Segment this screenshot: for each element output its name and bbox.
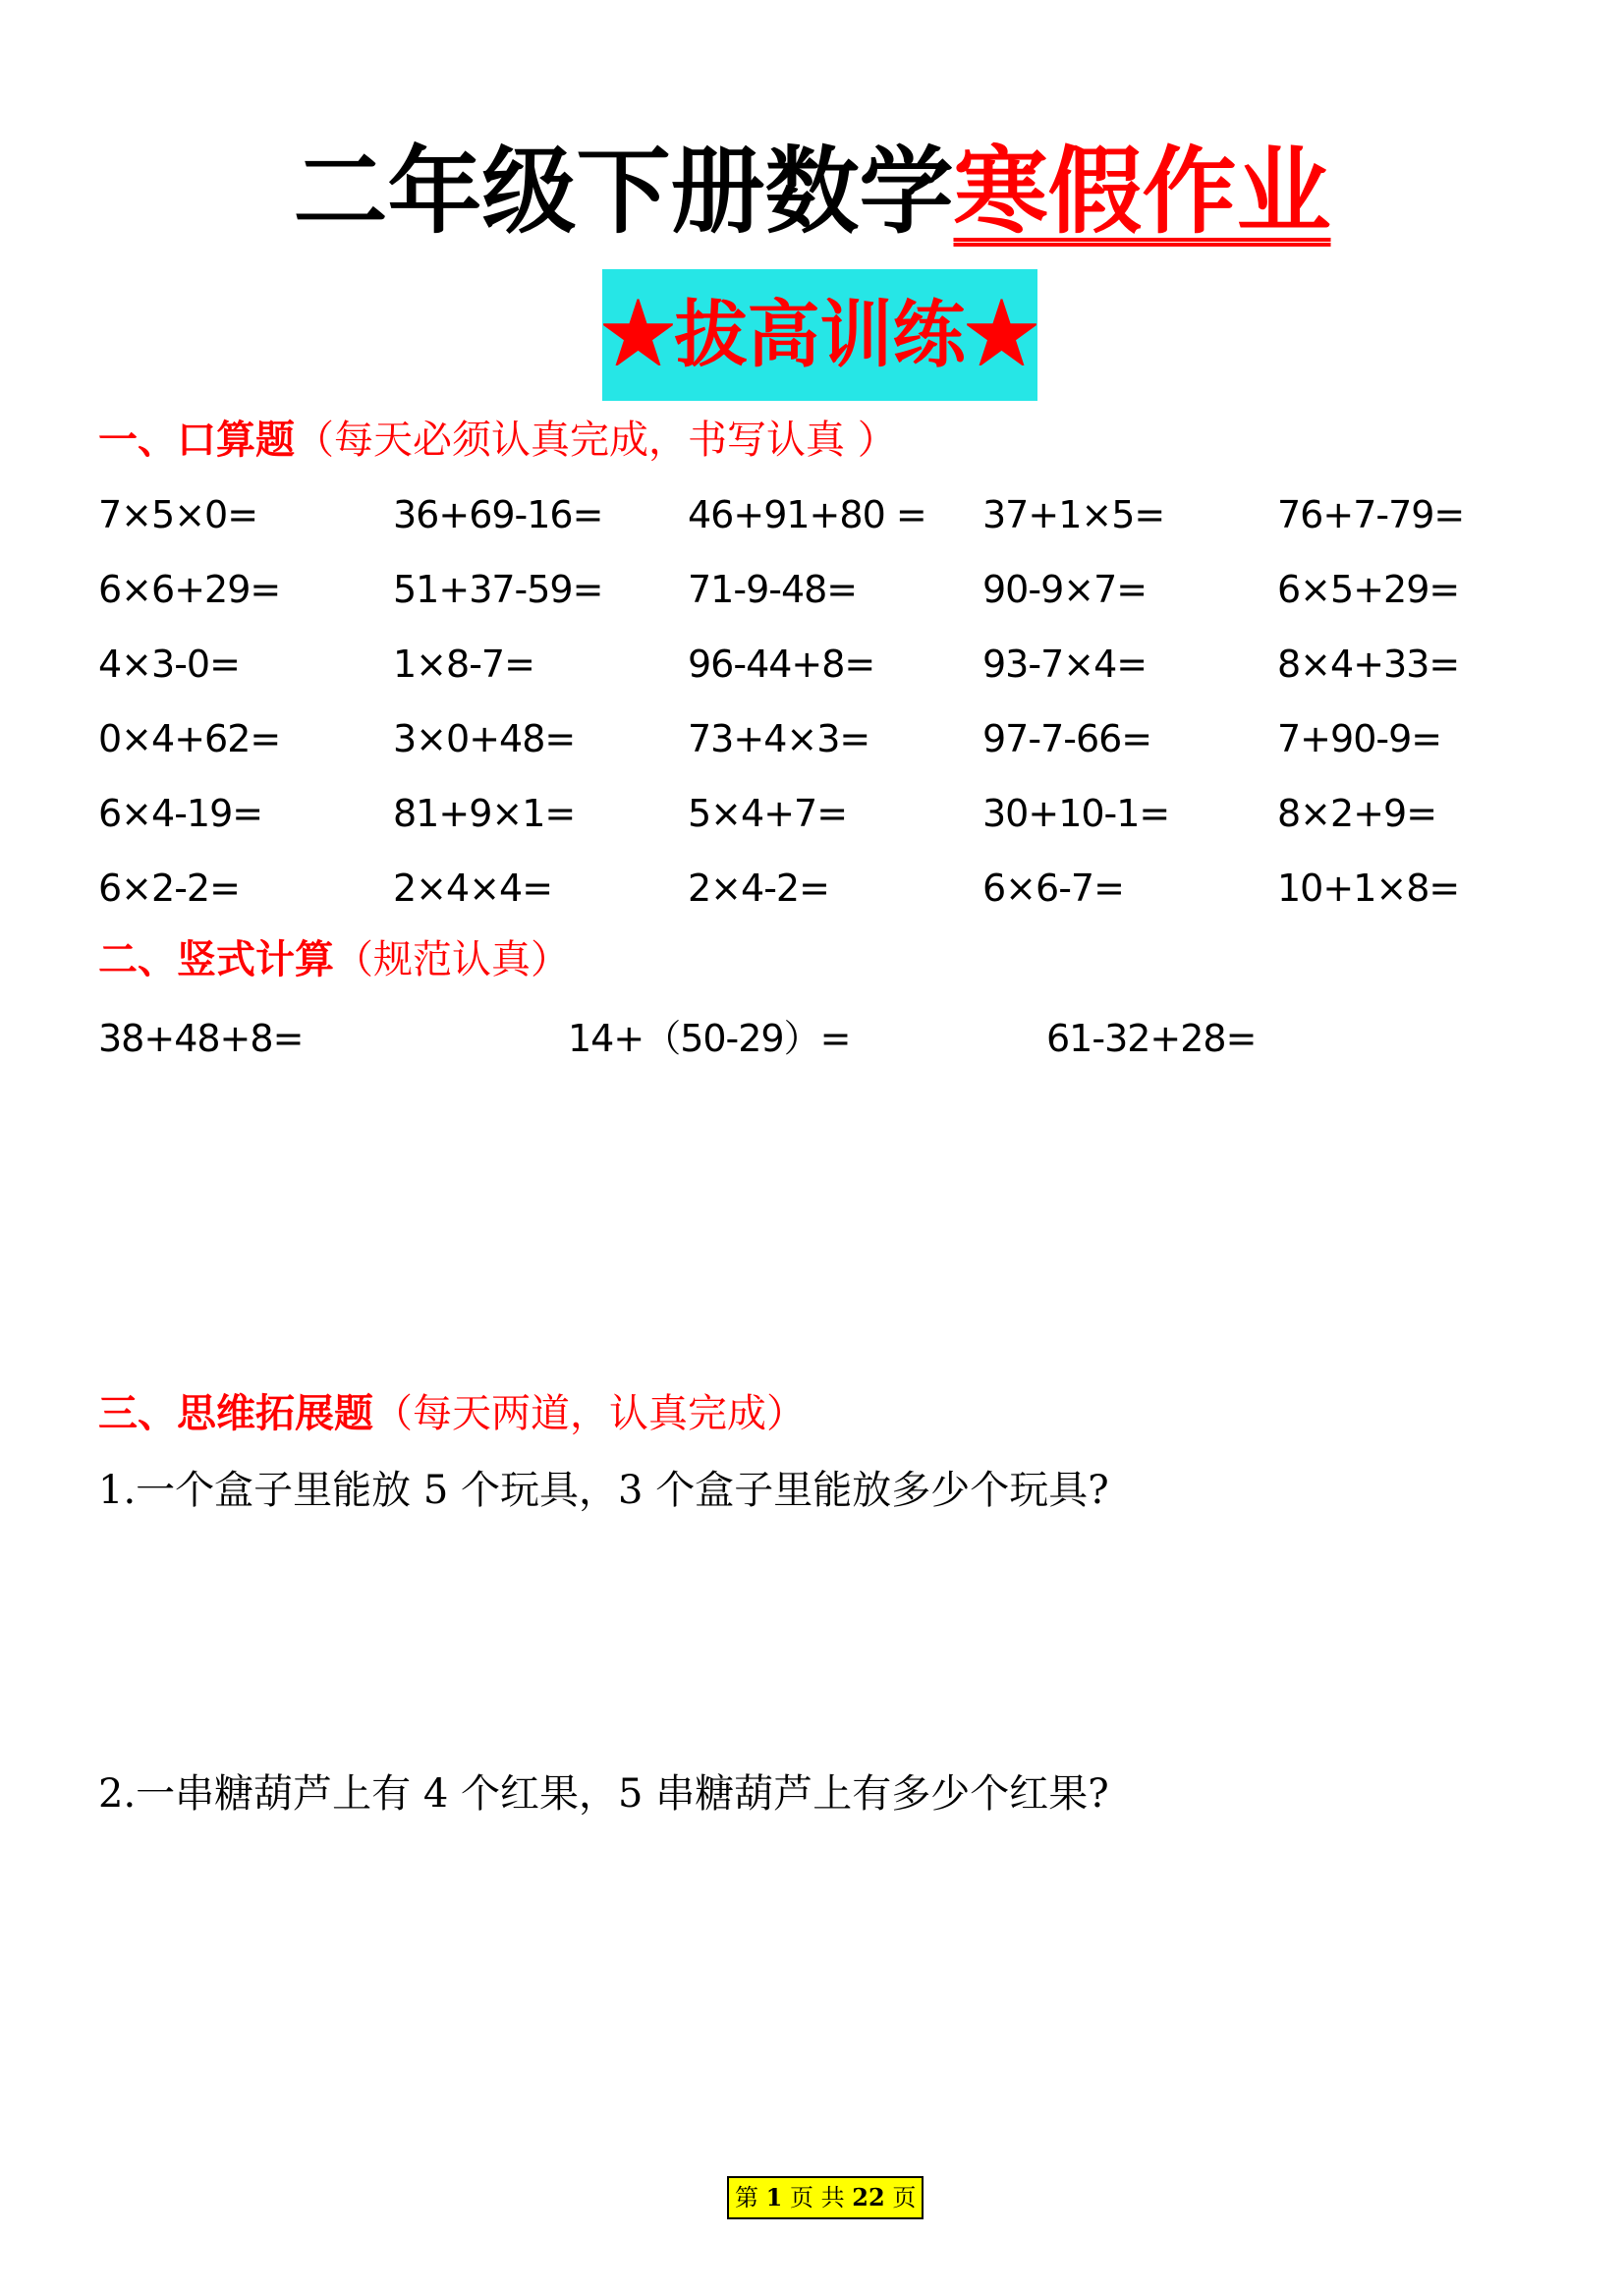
oral-calc-item: 7×5×0= <box>98 493 258 536</box>
section2-heading <box>98 930 570 989</box>
footer-middle: 页 共 <box>789 2184 845 2211</box>
oral-calc-item: 37+1×5= <box>982 493 1165 536</box>
oral-calc-item: 4×3-0= <box>98 643 240 686</box>
footer-suffix: 页 <box>892 2184 917 2211</box>
word-problem: 2.一串糖葫芦上有 4 个红果，5 串糖葫芦上有多少个红果? <box>98 1771 1109 1817</box>
oral-calc-item: 90-9×7= <box>982 568 1148 611</box>
section3-heading <box>98 1384 806 1443</box>
footer-prefix: 第 <box>735 2184 758 2211</box>
vertical-calc-item: 14+（50-29）= <box>568 1017 851 1060</box>
oral-calc-item: 96-44+8= <box>688 643 875 686</box>
oral-calc-item: 2×4-2= <box>688 867 829 910</box>
oral-calc-item: 6×2-2= <box>98 867 240 910</box>
oral-calc-item: 6×4-19= <box>98 792 263 835</box>
section1-heading <box>98 411 897 470</box>
section3-note: （每天两道，认真完成） <box>373 1391 806 1436</box>
footer-total-pages: 22 <box>852 2183 885 2211</box>
oral-calc-item: 10+1×8= <box>1277 867 1460 910</box>
oral-calc-item: 46+91+80 = <box>688 493 926 536</box>
oral-calc-item: 76+7-79= <box>1277 493 1465 536</box>
oral-calc-item: 97-7-66= <box>982 717 1152 760</box>
oral-calc-item: 6×5+29= <box>1277 568 1460 611</box>
oral-calc-item: 6×6+29= <box>98 568 281 611</box>
section2-note: （规范认真） <box>334 937 570 982</box>
oral-calc-item: 0×4+62= <box>98 717 281 760</box>
section1-note: （每天必须认真完成，书写认真 ） <box>295 418 897 463</box>
title-highlight: 寒假作业 <box>953 136 1331 247</box>
title-main: 二年级下册数学 <box>293 136 954 247</box>
word-problem: 1.一个盒子里能放 5 个玩具，3 个盒子里能放多少个玩具? <box>98 1468 1109 1513</box>
page-title <box>0 133 1624 251</box>
oral-calc-item: 6×6-7= <box>982 867 1124 910</box>
subtitle-text: ★拔高训练★ <box>601 293 1038 377</box>
oral-calc-item: 30+10-1= <box>982 792 1170 835</box>
subtitle-banner <box>602 269 1037 401</box>
footer-page-number: 1 <box>765 2183 783 2211</box>
section1-label: 一、口算题 <box>98 417 295 463</box>
oral-calc-item: 8×4+33= <box>1277 643 1460 686</box>
oral-calc-item: 3×0+48= <box>393 717 576 760</box>
oral-calc-item: 71-9-48= <box>688 568 858 611</box>
oral-calc-item: 73+4×3= <box>688 717 870 760</box>
vertical-calc-item: 38+48+8= <box>98 1017 304 1060</box>
oral-calc-item: 2×4×4= <box>393 867 553 910</box>
oral-calc-item: 7+90-9= <box>1277 717 1442 760</box>
oral-calc-item: 81+9×1= <box>393 792 576 835</box>
oral-calc-item: 1×8-7= <box>393 643 534 686</box>
page-number-footer <box>727 2176 924 2219</box>
section3-label: 三、思维拓展题 <box>98 1390 373 1436</box>
oral-calc-item: 93-7×4= <box>982 643 1148 686</box>
oral-calc-item: 36+69-16= <box>393 493 603 536</box>
section2-label: 二、竖式计算 <box>98 936 334 982</box>
oral-calc-item: 5×4+7= <box>688 792 848 835</box>
oral-calc-item: 8×2+9= <box>1277 792 1437 835</box>
vertical-calc-item: 61-32+28= <box>1046 1017 1257 1060</box>
oral-calc-item: 51+37-59= <box>393 568 603 611</box>
